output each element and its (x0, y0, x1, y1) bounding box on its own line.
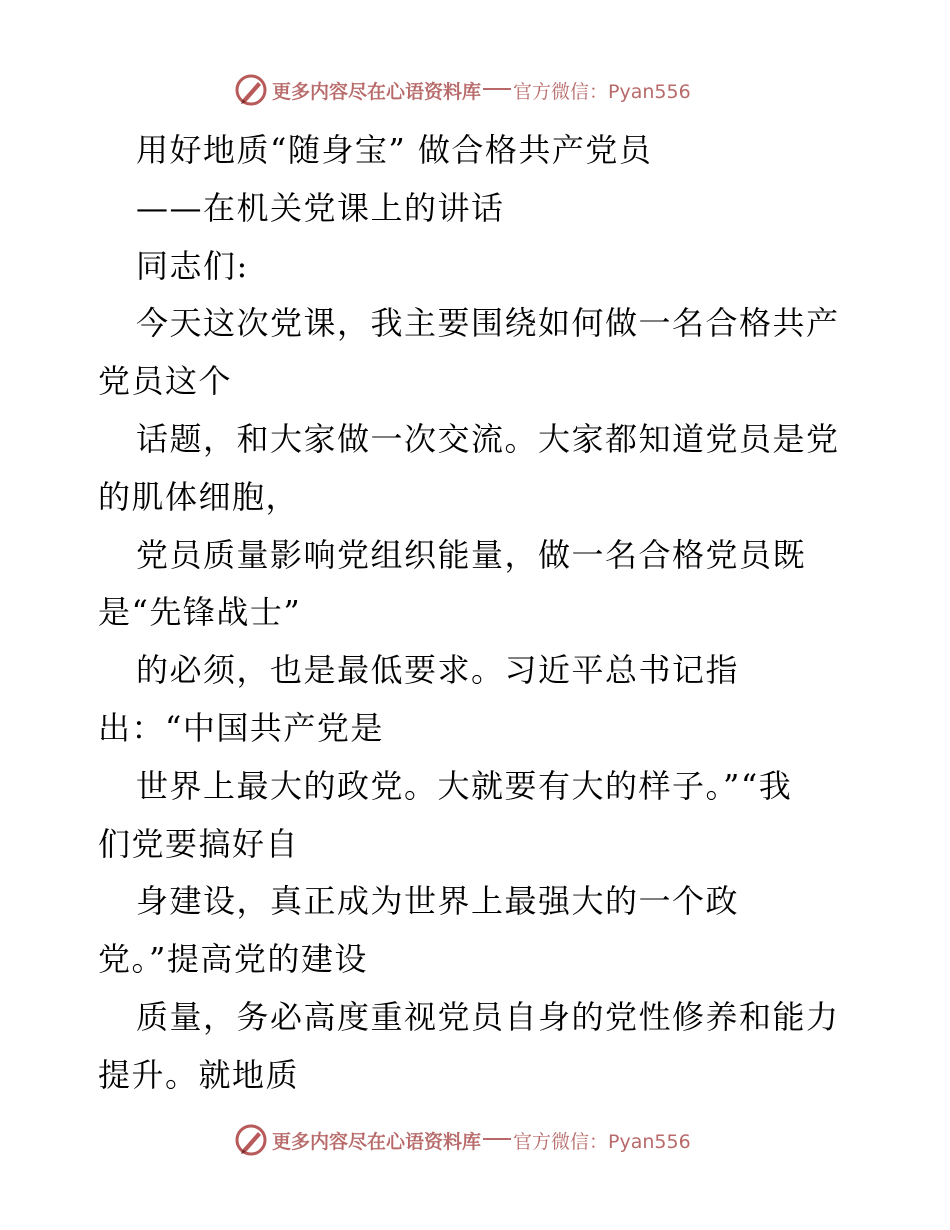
paragraph-line: 党员质量影响党组织能量，做一名合格党员既 (136, 535, 807, 574)
paragraph-line: 们党要搞好自 (98, 824, 300, 863)
paragraph-line: 的肌体细胞， (98, 477, 300, 516)
header-wechat-label: 官方微信：Pyan556 (513, 80, 691, 103)
footer-banner (234, 1120, 691, 1160)
document-body (98, 122, 858, 1105)
pen-logo-icon (234, 1123, 268, 1157)
paragraph-line: 质量，务必高度重视党员自身的党性修养和能力 (136, 997, 840, 1036)
paragraph-line: 党员这个 (98, 362, 233, 401)
document-salutation: 同志们: (136, 246, 249, 285)
paragraph-line: 今天这次党课，我主要围绕如何做一名合格共产 (136, 304, 840, 343)
paragraph-line: 话题，和大家做一次交流。大家都知道党员是党 (136, 419, 840, 458)
paragraph-line: 党。”提高党的建设 (98, 940, 368, 979)
footer-dash-divider (483, 1138, 511, 1140)
paragraph-line: 身建设，真正成为世界上最强大的一个政 (136, 882, 740, 921)
pen-logo-icon (234, 73, 268, 107)
document-subtitle: ——在机关党课上的讲话 (136, 188, 505, 227)
footer-wechat-label: 官方微信：Pyan556 (513, 1130, 691, 1153)
header-banner (234, 70, 691, 110)
footer-banner-text: 更多内容尽在心语资料库 (272, 1130, 482, 1153)
header-dash-divider (483, 88, 511, 90)
paragraph-line: 世界上最大的政党。大就要有大的样子。”“我 (136, 766, 793, 805)
paragraph-line: 出：“中国共产党是 (98, 708, 384, 747)
paragraph-line: 的必须，也是最低要求。习近平总书记指 (136, 651, 740, 690)
paragraph-line: 是“先锋战士” (98, 593, 302, 632)
document-title: 用好地质“随身宝” 做合格共产党员 (136, 131, 653, 169)
header-banner-text: 更多内容尽在心语资料库 (272, 80, 482, 103)
paragraph-line: 提升。就地质 (98, 1055, 300, 1094)
